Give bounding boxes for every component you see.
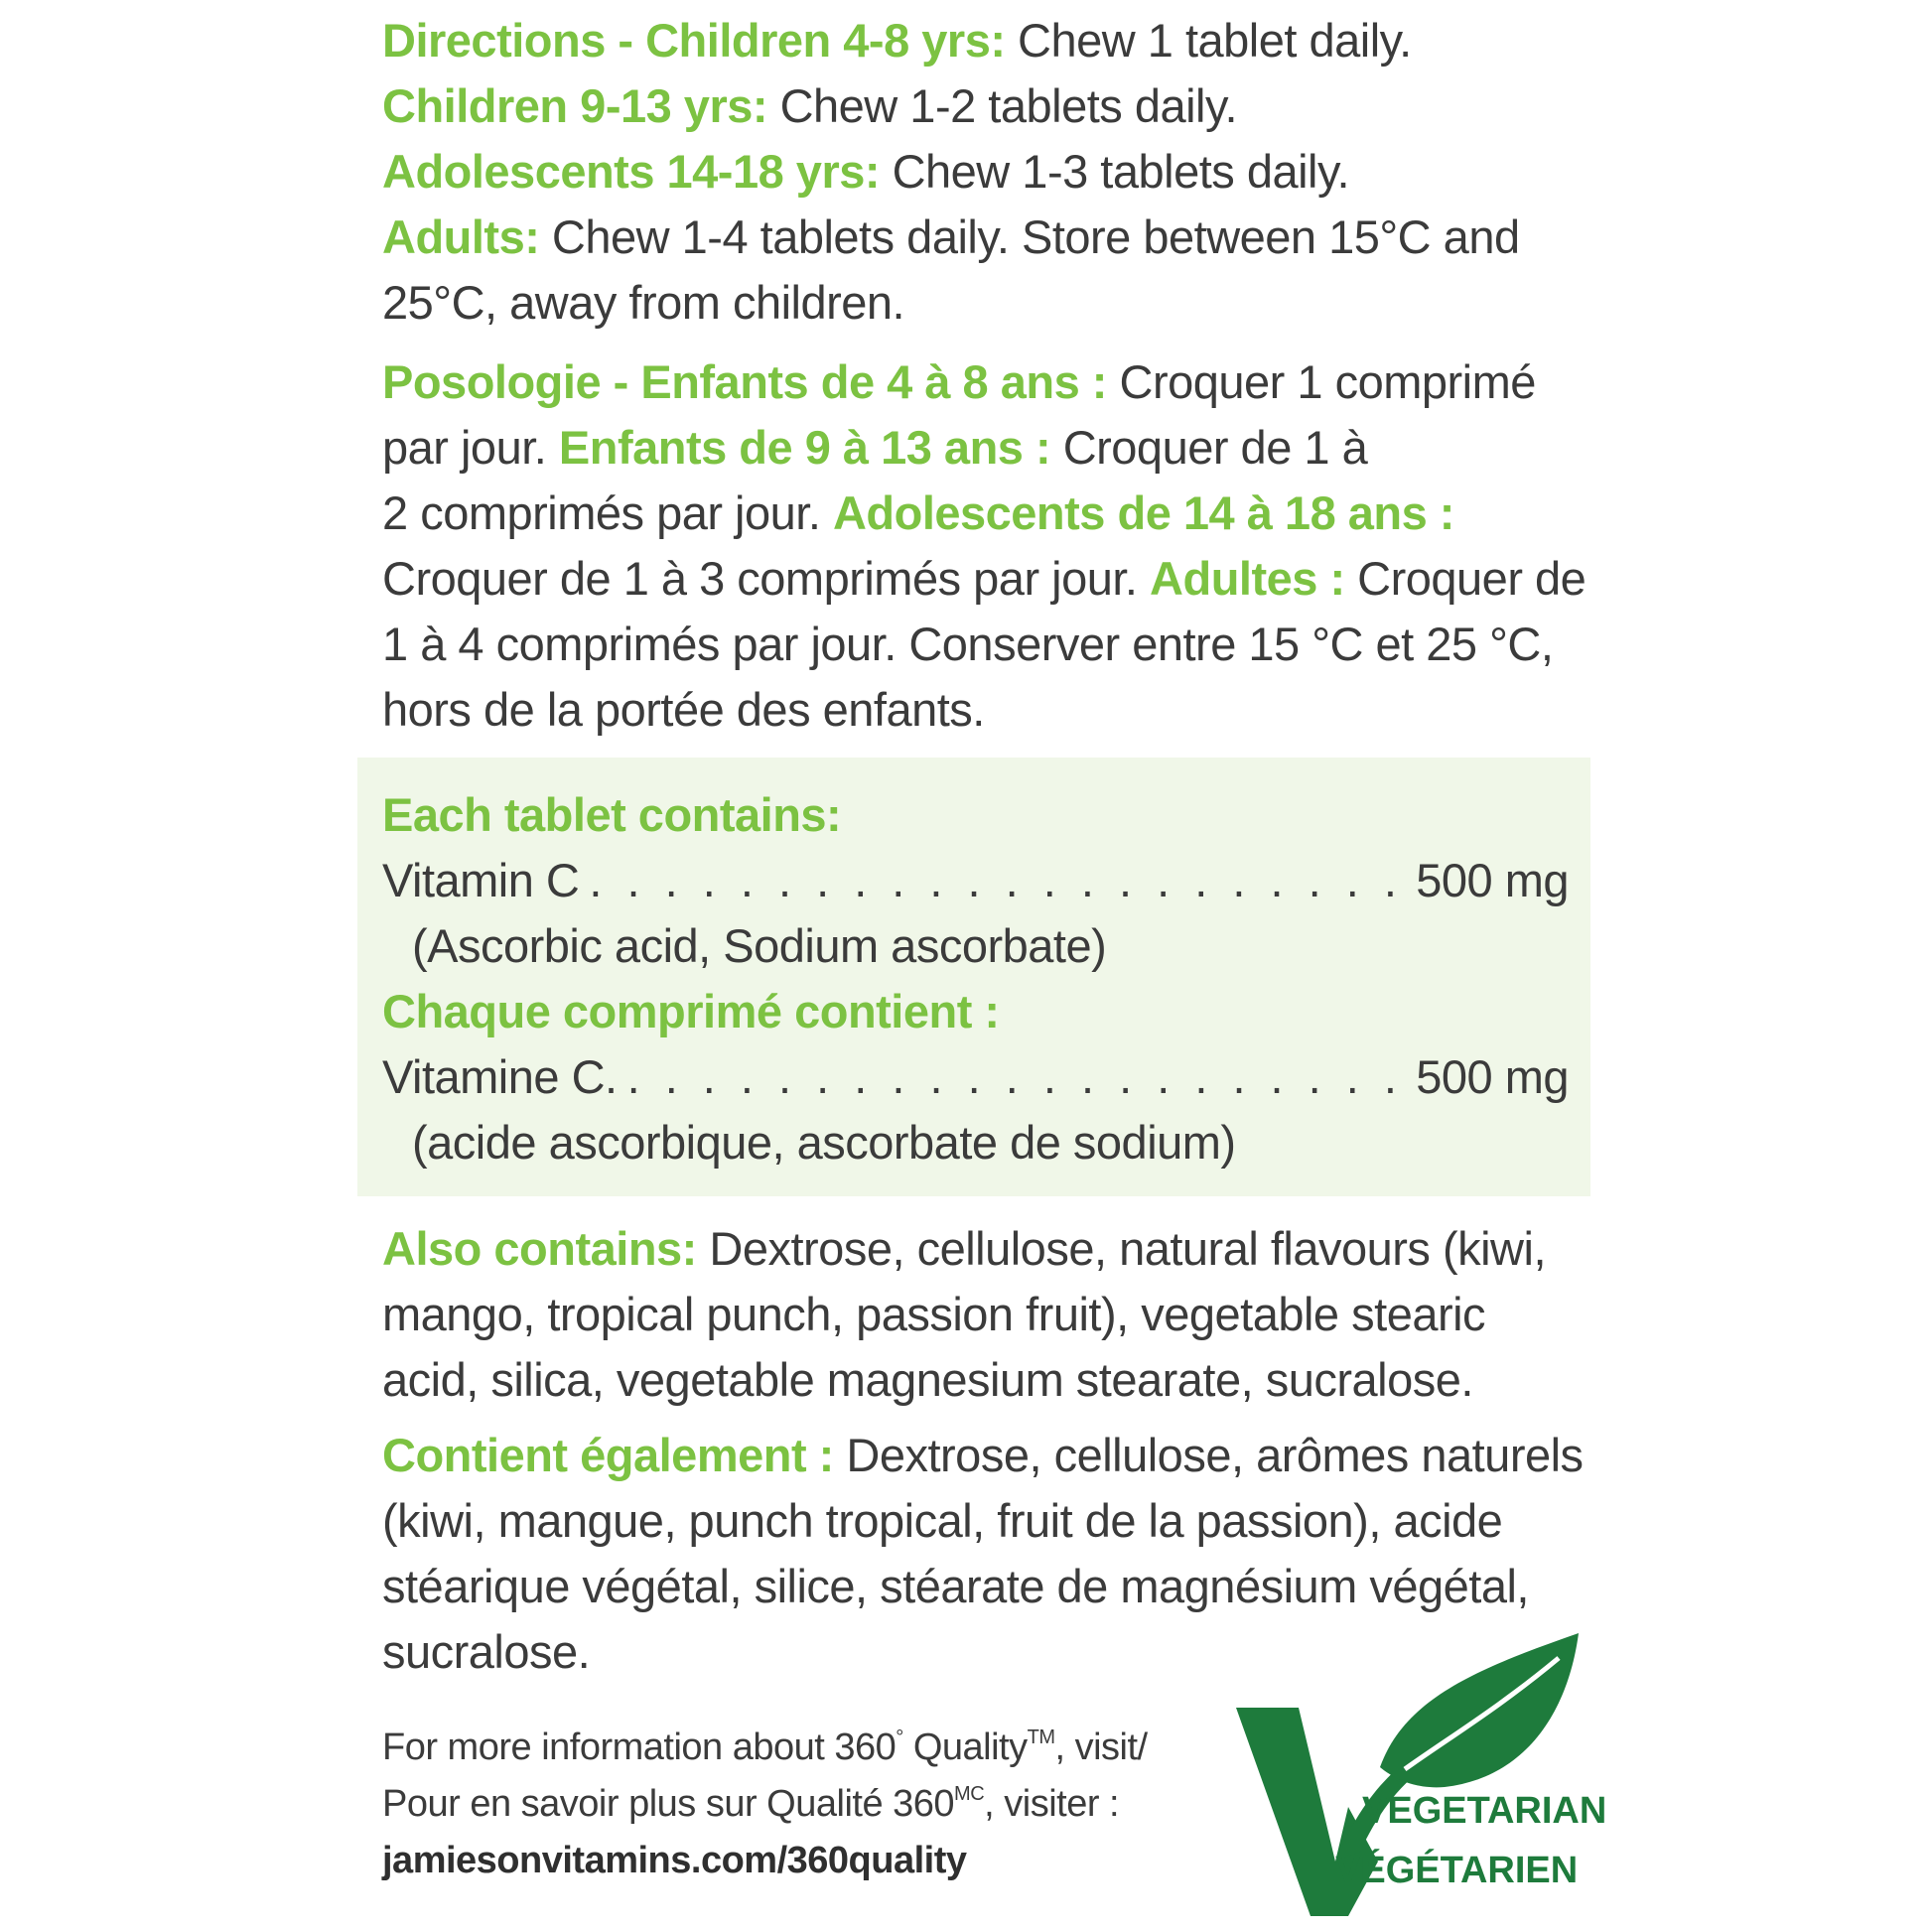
ingredient-amount: 500 mg — [1416, 854, 1569, 906]
posologie-line: Posologie - Enfants de 4 à 8 ans : Croquer 1 comprimé — [382, 355, 1536, 408]
footer-line-fr: Pour en savoir plus sur Qualité $360^{MC}$, visiter : — [382, 1783, 1120, 1825]
directions-english — [382, 8, 1593, 336]
ingredient-amount: 500 mg — [1416, 1050, 1569, 1103]
also-contains-line: mango, tropical punch, passion fruit), vegetable stearic — [382, 1288, 1486, 1340]
directions-line: 25°C, away from children. — [382, 276, 905, 329]
ingredient-source-en: (Ascorbic acid, Sodium ascorbate) — [412, 919, 1107, 972]
directions-line: Adults: Chew 1-4 tablets daily. Store between 15°C and — [382, 210, 1520, 263]
contient-line: stéarique végétal, silice, stéarate de magnésium végétal, — [382, 1560, 1529, 1612]
contient-line: Contient également : Dextrose, cellulose, arômes naturels — [382, 1429, 1584, 1481]
directions-french — [382, 349, 1593, 743]
posologie-line: 2 comprimés par jour. Adolescents de 14 à 18 ans : — [382, 486, 1454, 539]
contents-inner — [382, 782, 1569, 1175]
also-contains-line: Also contains: Dextrose, cellulose, natural flavours (kiwi, — [382, 1222, 1546, 1275]
vegetarian-label-en: VEGETARIAN — [1362, 1790, 1607, 1832]
also-contains-line: acid, silica, vegetable magnesium stearate, sucralose. — [382, 1353, 1473, 1406]
quality-url[interactable]: jamiesonvitamins.com/360quality — [382, 1840, 967, 1881]
also-contains — [382, 1216, 1593, 1685]
directions-line: Adolescents 14-18 yrs: Chew 1-3 tablets daily. — [382, 145, 1350, 198]
ingredient-name: Vitamin C — [382, 854, 580, 906]
contient-line: (kiwi, mangue, punch tropical, fruit de la passion), acide — [382, 1494, 1503, 1547]
footer-line-en: For more information about 360° Quality™, visit/ — [382, 1726, 1148, 1768]
contents-panel — [357, 758, 1590, 1196]
contents-heading-en: Each tablet contains: — [382, 788, 842, 841]
ingredient-name: Vitamine C. — [382, 1050, 618, 1103]
dot-leader — [627, 1044, 1407, 1110]
directions-line: Children 9-13 yrs: Chew 1-2 tablets daily. — [382, 79, 1238, 132]
contient-line: sucralose. — [382, 1625, 591, 1678]
posologie-line: 1 à 4 comprimés par jour. Conserver entre 15 °C et 25 °C, — [382, 618, 1554, 670]
ingredient-source-fr: (acide ascorbique, ascorbate de sodium) — [412, 1116, 1236, 1169]
quality-footer — [382, 1720, 1196, 1889]
ingredient-row-fr — [382, 1044, 1569, 1110]
posologie-line: hors de la portée des enfants. — [382, 683, 985, 736]
contents-heading-fr: Chaque comprimé contient : — [382, 985, 1000, 1037]
ingredient-row-en — [382, 848, 1569, 913]
posologie-line: Croquer de 1 à 3 comprimés par jour. Adultes : Croquer de — [382, 552, 1587, 605]
vegetarian-label-fr: VÉGÉTARIEN — [1335, 1850, 1579, 1891]
dot-leader — [589, 848, 1406, 913]
directions-line: Directions - Children 4-8 yrs: Chew 1 tablet daily. — [382, 14, 1412, 67]
posologie-line: par jour. Enfants de 9 à 13 ans : Croquer de 1 à — [382, 421, 1368, 474]
